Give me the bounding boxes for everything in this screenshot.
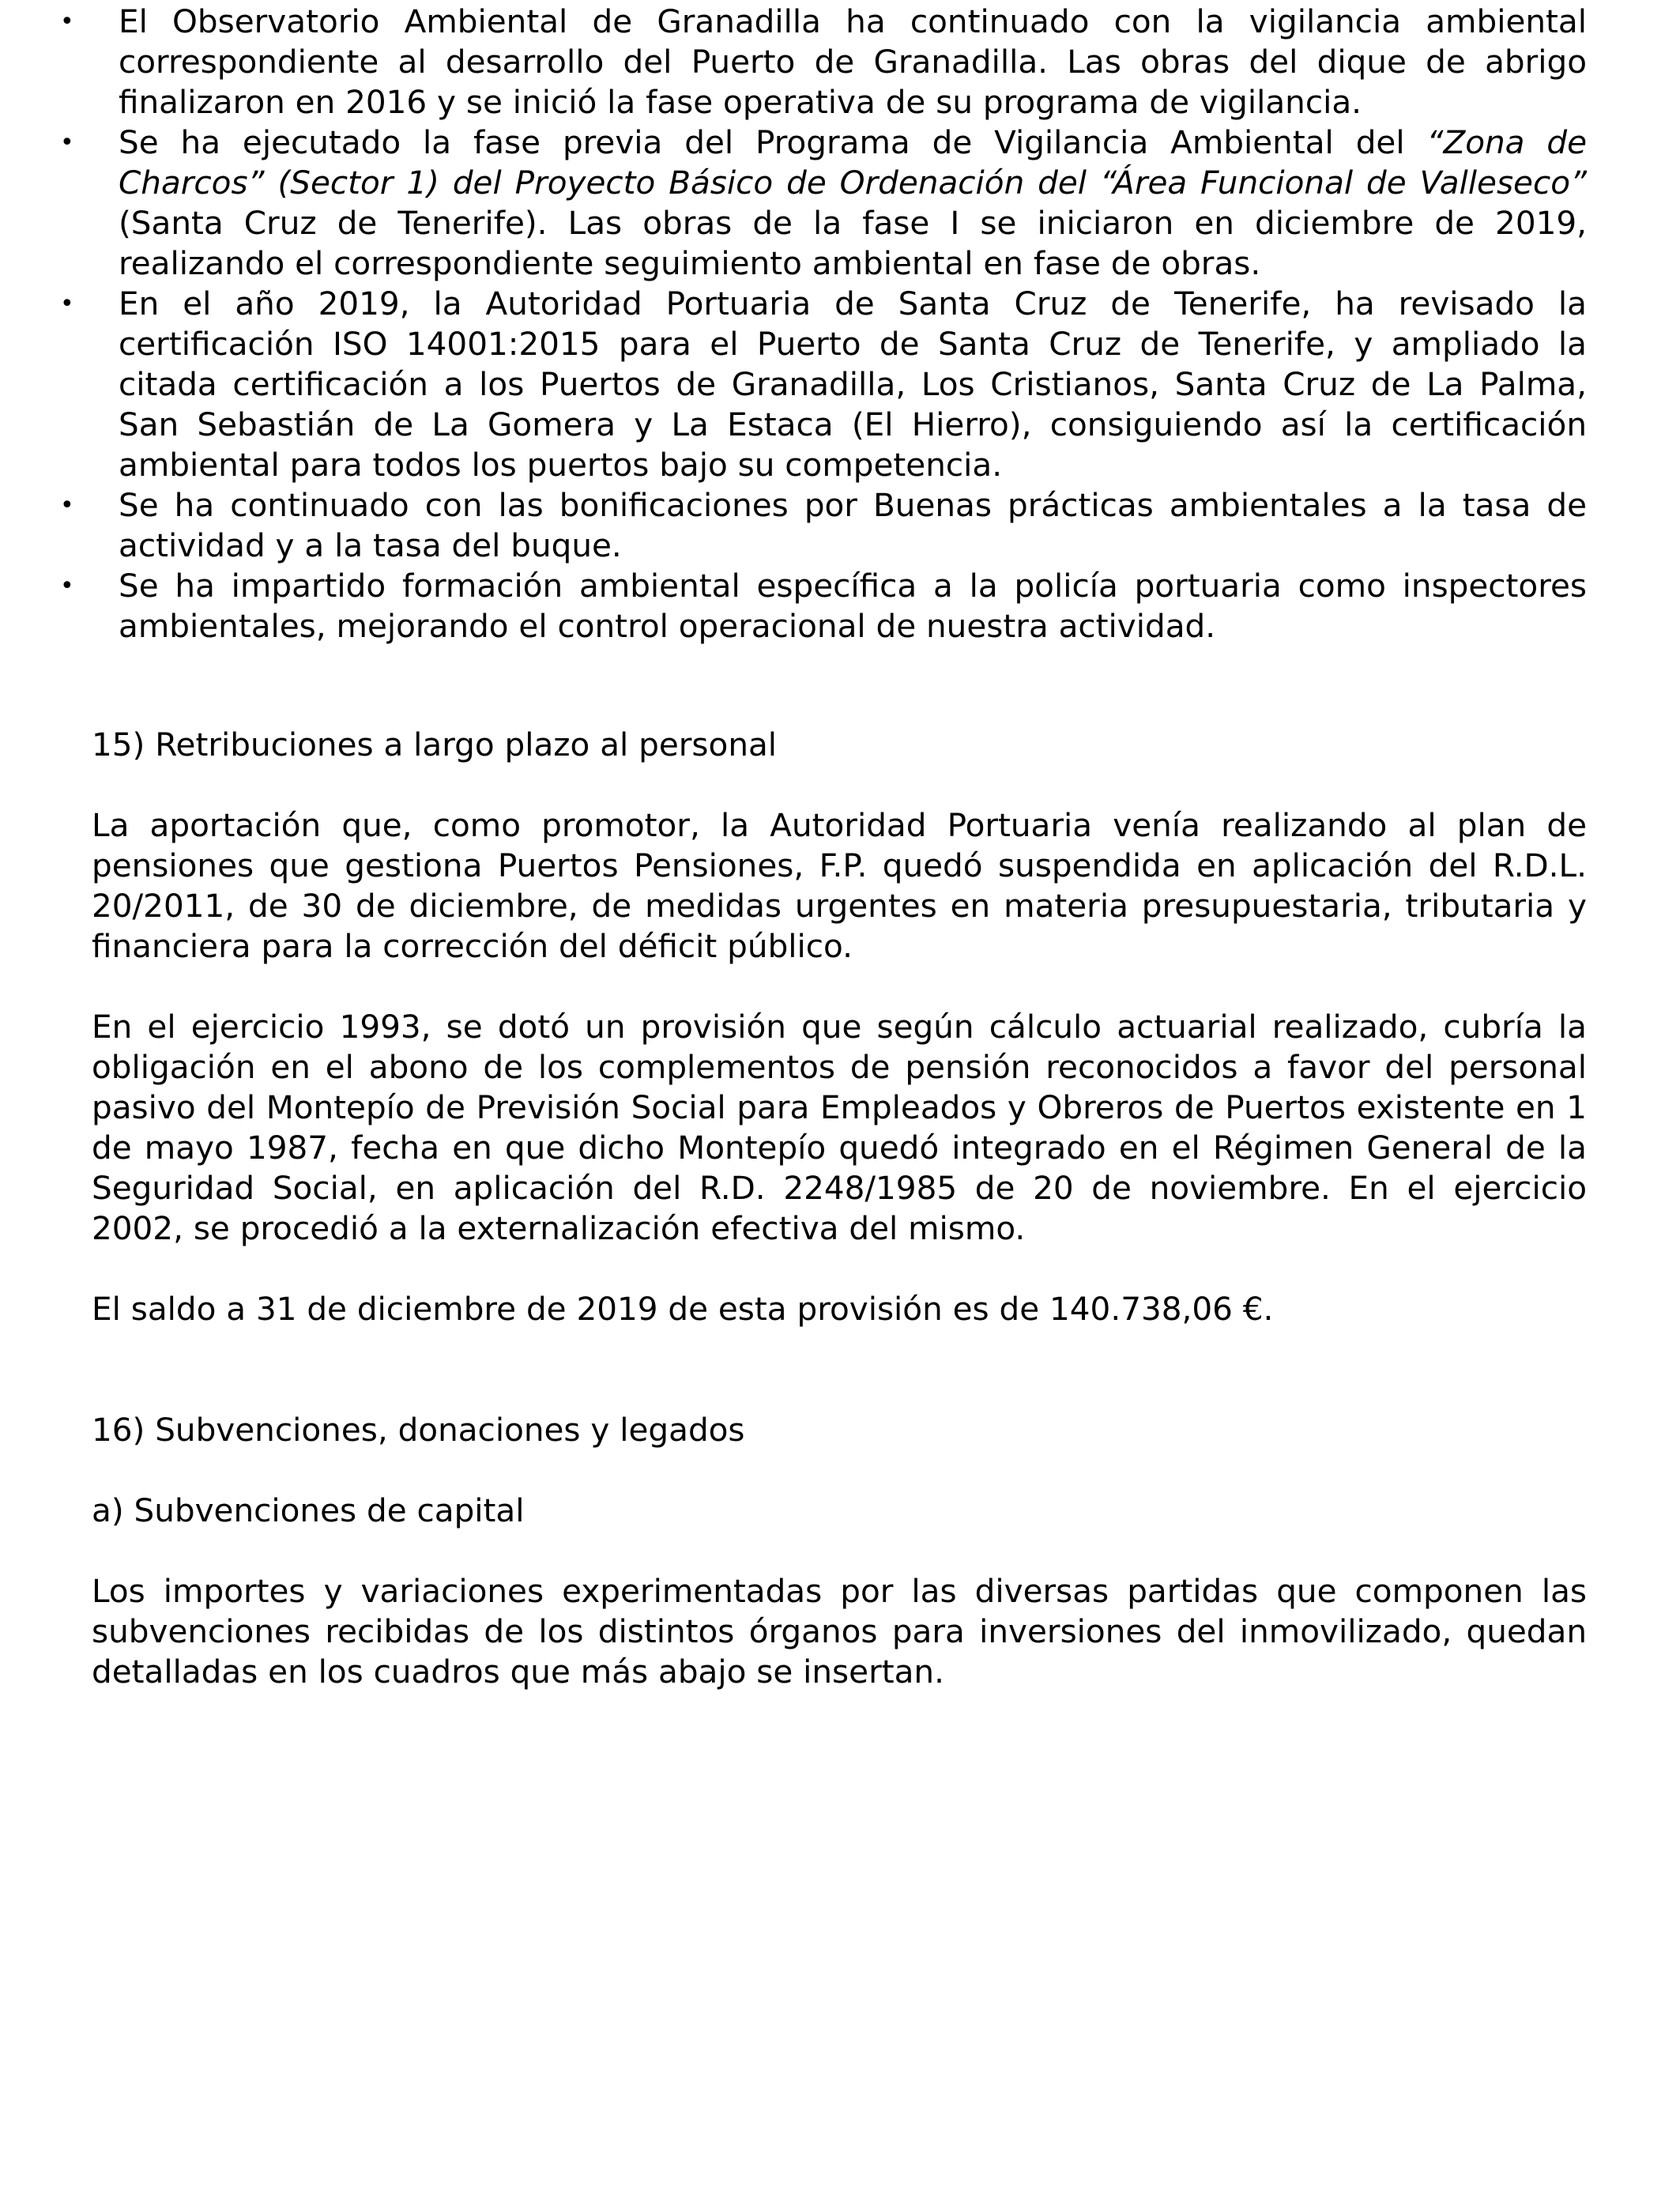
- bullet-icon: [60, 485, 92, 526]
- list-item-text: El Observatorio Ambiental de Granadilla ha continuado con la vigilancia ambiental correspondiente al desarrollo del Puerto de Granadilla. Las obras del dique de abrigo finalizaron en 2016 y se inició la fase operativa de su programa de vigilancia.: [119, 2, 1587, 121]
- list-item-text-before: Se ha ejecutado la fase previa del Programa de Vigilancia Ambiental del: [119, 123, 1427, 161]
- list-item-text-italic: “Zona de Charcos” (Sector 1) del Proyecto Básico de Ordenación del “Área Funcional de Valleseco”: [119, 123, 1587, 202]
- list-item-text: Se ha continuado con las bonificaciones por Buenas prácticas ambientales a la tasa de actividad y a la tasa del buque.: [119, 486, 1587, 564]
- environment-bullet-list: [92, 2, 1587, 647]
- section-16-subheading: a) Subvenciones de capital: [92, 1491, 525, 1529]
- bullet-icon: [60, 566, 92, 606]
- section-15-paragraph-2: En el ejercicio 1993, se dotó un provisión que según cálculo actuarial realizado, cubría la obligación en el abono de los complementos de pensión reconocidos a favor del personal pasivo del Montepío de Previsión Social para Empleados y Obreros de Puertos existente en 1 de mayo 1987, fecha en que dicho Montepío quedó integrado en el Régimen General de la Seguridad Social, en aplicación del R.D. 2248/1985 de 20 de noviembre. En el ejercicio 2002, se procedió a la externalización efectiva del mismo.: [92, 1008, 1587, 1247]
- document-page: [92, 2, 1587, 1692]
- list-item-text: Se ha impartido formación ambiental específica a la policía portuaria como inspectores ambientales, mejorando el control operacional de nuestra actividad.: [119, 567, 1587, 645]
- list-item-text-after: (Santa Cruz de Tenerife). Las obras de la fase I se iniciaron en diciembre de 2019, realizando el correspondiente seguimiento ambiental en fase de obras.: [119, 204, 1587, 282]
- list-item: [0, 2, 1587, 123]
- bullet-icon: [60, 123, 92, 163]
- list-item: [0, 284, 1587, 485]
- list-item: [0, 485, 1587, 566]
- section-15-paragraph-1: La aportación que, como promotor, la Autoridad Portuaria venía realizando al plan de pensiones que gestiona Puertos Pensiones, F.P. quedó suspendida en aplicación del R.D.L. 20/2011, de 30 de diciembre, de medidas urgentes en materia presupuestaria, tributaria y financiera para la corrección del déficit público.: [92, 806, 1587, 965]
- bullet-icon: [60, 2, 92, 42]
- section-15-paragraph-3: El saldo a 31 de diciembre de 2019 de esta provisión es de 140.738,06 €.: [92, 1290, 1274, 1328]
- section-16-paragraph-1: Los importes y variaciones experimentadas por las diversas partidas que componen las subvenciones recibidas de los distintos órganos para inversiones del inmovilizado, quedan detalladas en los cuadros que más abajo se insertan.: [92, 1572, 1587, 1691]
- list-item-text: En el año 2019, la Autoridad Portuaria de Santa Cruz de Tenerife, ha revisado la certificación ISO 14001:2015 para el Puerto de Santa Cruz de Tenerife, y ampliado la citada certificación a los Puertos de Granadilla, Los Cristianos, Santa Cruz de La Palma, San Sebastián de La Gomera y La Estaca (El Hierro), consiguiendo así la certificación ambiental para todos los puertos bajo su competencia.: [119, 285, 1587, 484]
- section-15-heading: 15) Retribuciones a largo plazo al personal: [92, 726, 778, 763]
- list-item: [0, 566, 1587, 647]
- list-item: [0, 123, 1587, 284]
- bullet-icon: [60, 284, 92, 324]
- section-16-heading: 16) Subvenciones, donaciones y legados: [92, 1411, 745, 1449]
